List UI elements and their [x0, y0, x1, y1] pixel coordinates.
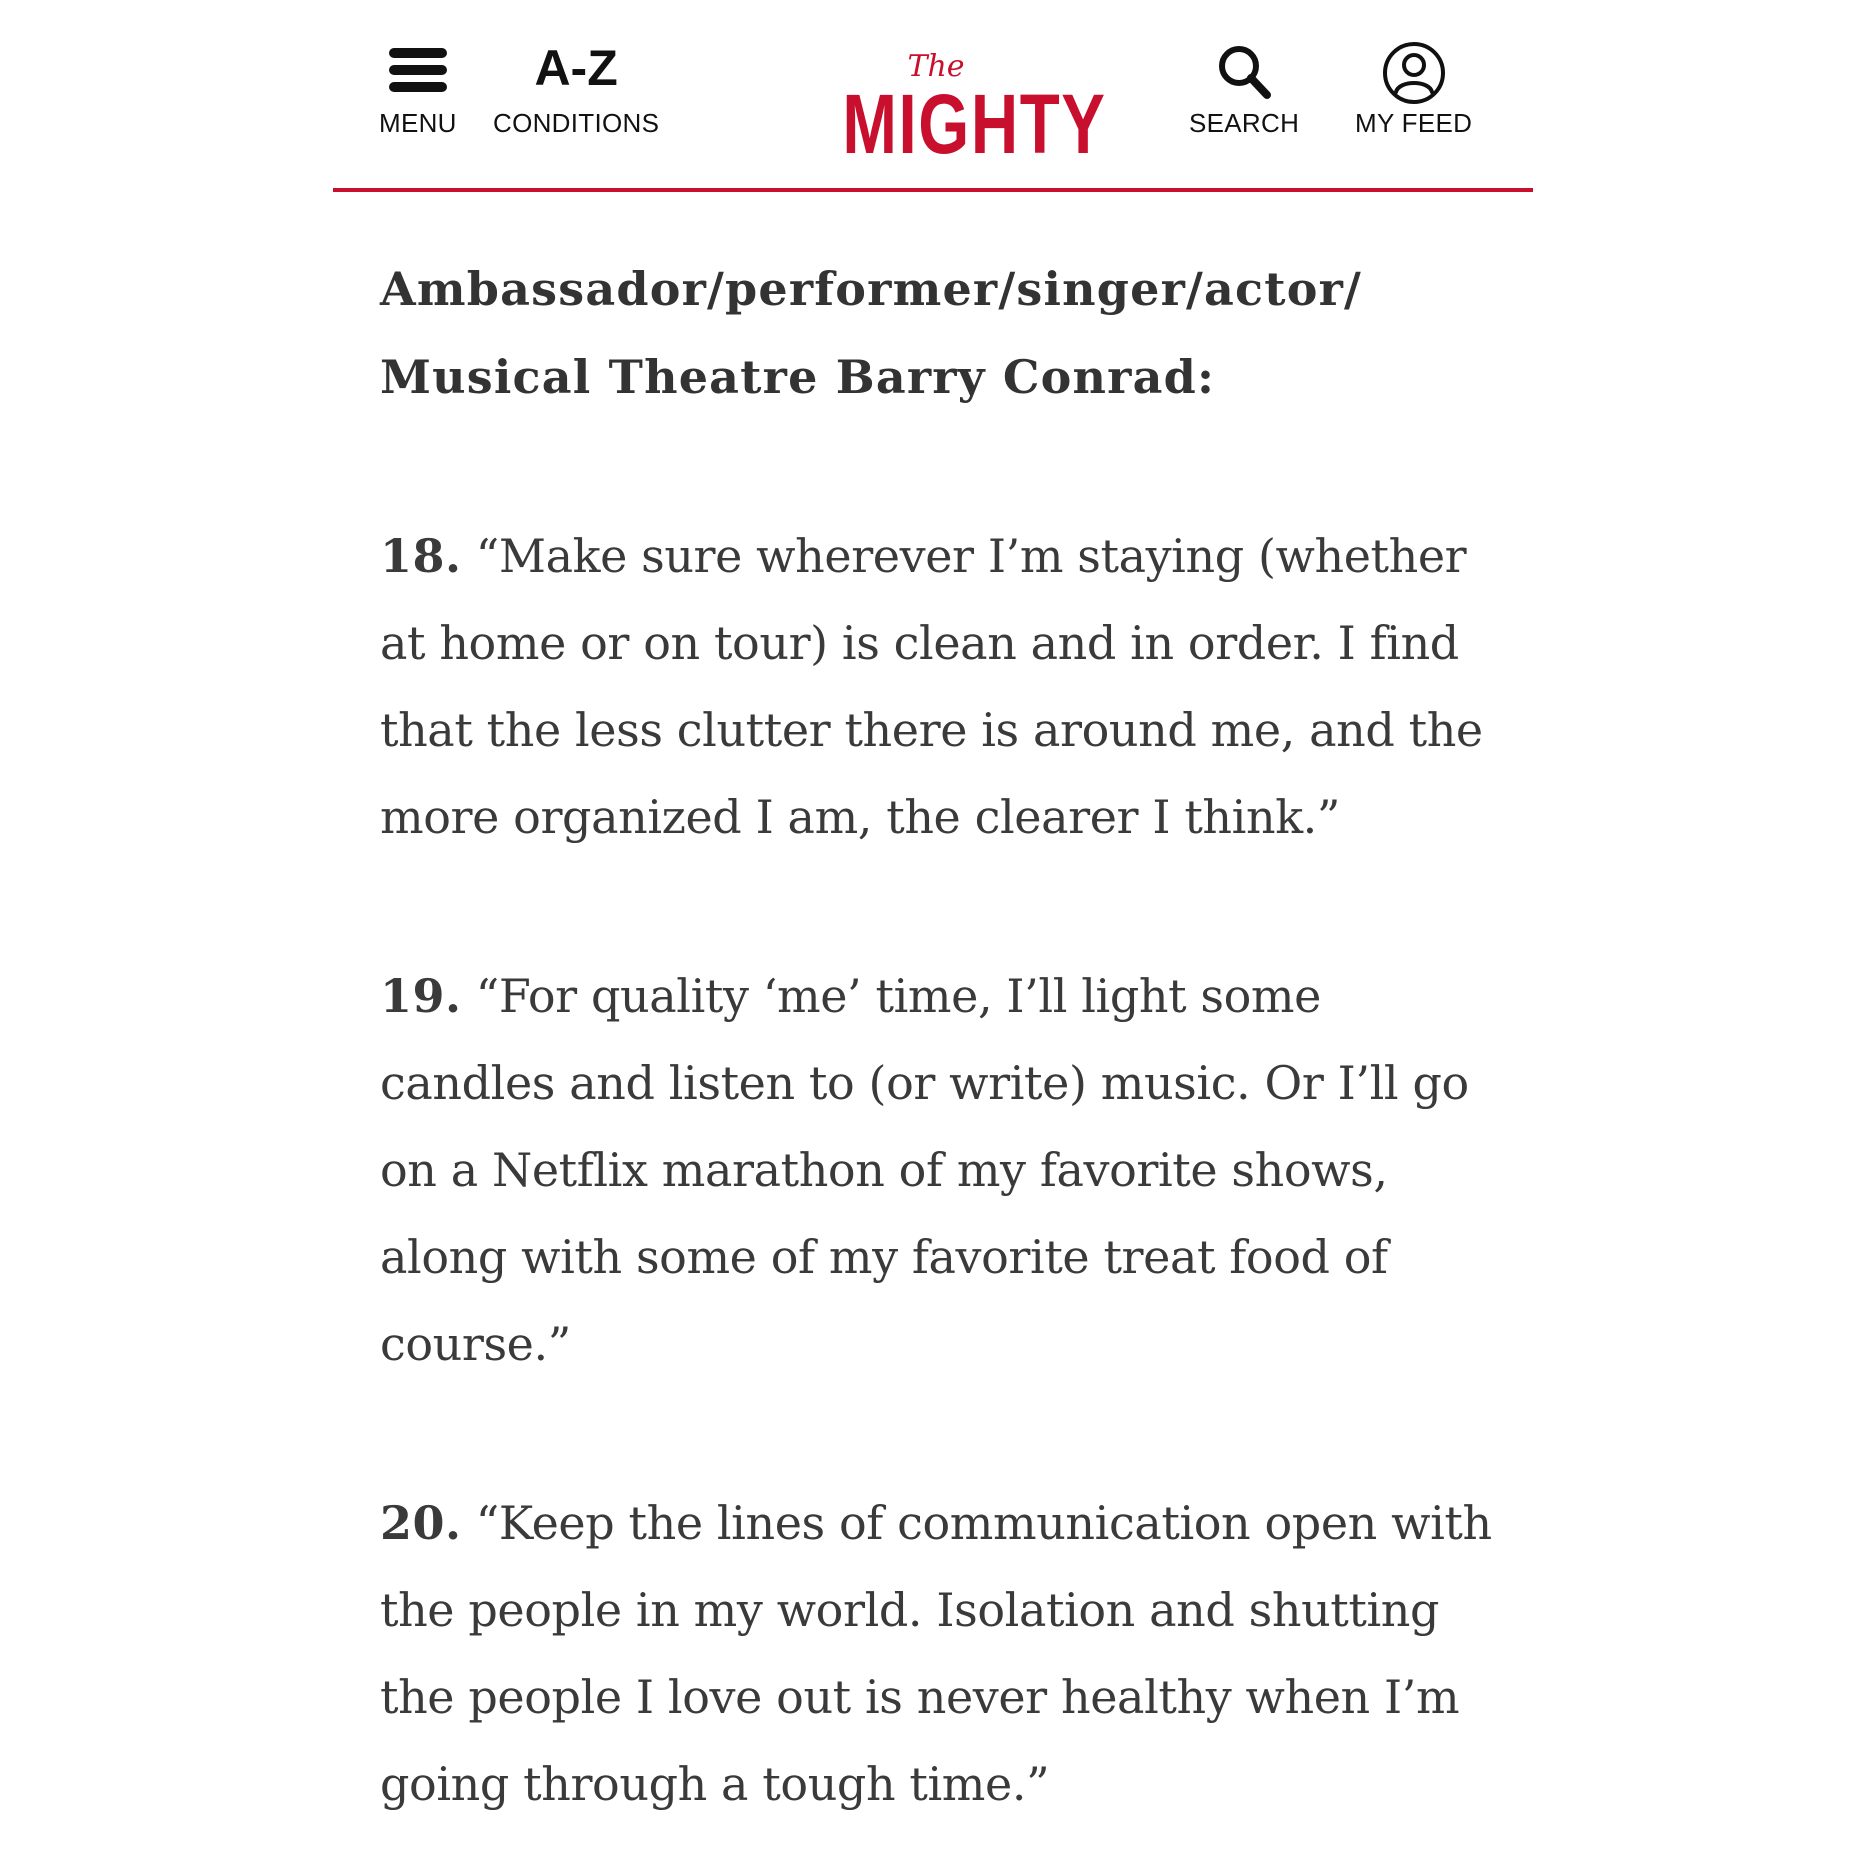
item-number: 18.: [380, 529, 462, 583]
menu-label: MENU: [379, 108, 457, 138]
site-logo[interactable]: [816, 49, 1107, 180]
user-circle-icon: [1381, 40, 1447, 106]
list-item: [380, 513, 1510, 861]
my-feed-button[interactable]: [1355, 40, 1472, 139]
logo-mighty: MIGHTY: [842, 77, 1107, 171]
list-item: [380, 953, 1510, 1388]
site-header: [333, 0, 1533, 192]
search-button[interactable]: [1189, 40, 1299, 139]
search-label: SEARCH: [1189, 108, 1300, 138]
article-body: [380, 245, 1510, 1828]
item-number: 19.: [380, 969, 462, 1023]
logo-the: The: [907, 49, 965, 84]
item-text: “Make sure wherever I’m staying (whether at home or on tour) is clean and in order. I find that the less clutter there is around me, and the more organized I am, the clearer I think.”: [380, 529, 1483, 844]
my-feed-label: MY FEED: [1355, 108, 1473, 138]
item-number: 20.: [380, 1496, 462, 1550]
hamburger-icon: [389, 40, 447, 96]
section-heading: Ambassador/performer/singer/actor/ Musical Theatre Barry Conrad:: [380, 262, 1363, 404]
az-icon: A-Z: [534, 40, 618, 96]
menu-button[interactable]: [379, 40, 457, 139]
conditions-label: CONDITIONS: [493, 108, 660, 138]
item-text: “For quality ‘me’ time, I’ll light some candles and listen to (or write) music. Or I’ll go on a Netflix marathon of my favorite shows, along with some of my favorite treat food of course.”: [380, 969, 1469, 1371]
list-item: [380, 1480, 1510, 1828]
search-icon: [1211, 40, 1277, 106]
item-text: “Keep the lines of communication open with the people in my world. Isolation and shutting the people I love out is never healthy when I’m going through a tough time.”: [380, 1496, 1492, 1811]
conditions-button[interactable]: [493, 40, 659, 139]
